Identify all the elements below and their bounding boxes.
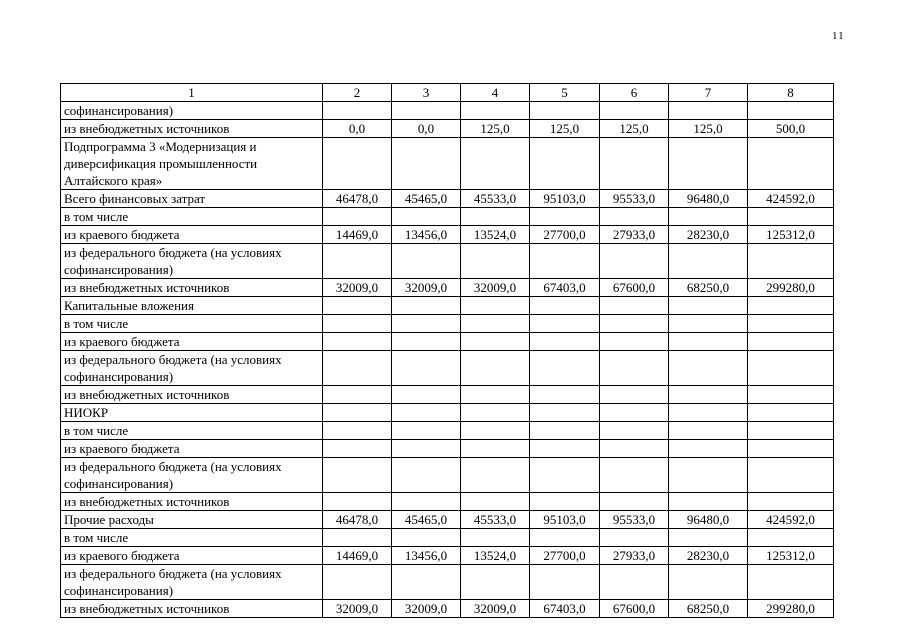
value-cell: 32009,0 <box>392 279 461 297</box>
value-cell <box>669 565 748 600</box>
value-cell <box>600 297 669 315</box>
value-cell: 45465,0 <box>392 190 461 208</box>
value-cell <box>461 102 530 120</box>
value-cell <box>461 440 530 458</box>
value-cell <box>461 493 530 511</box>
table-row <box>61 279 834 297</box>
value-cell <box>600 333 669 351</box>
value-cell: 299280,0 <box>748 279 834 297</box>
value-cell <box>530 422 600 440</box>
value-cell <box>669 138 748 190</box>
value-cell <box>748 422 834 440</box>
value-cell: 125312,0 <box>748 226 834 244</box>
value-cell <box>748 493 834 511</box>
value-cell <box>600 458 669 493</box>
value-cell: 14469,0 <box>323 226 392 244</box>
value-cell <box>669 529 748 547</box>
table-row <box>61 333 834 351</box>
value-cell: 13456,0 <box>392 226 461 244</box>
table-row <box>61 440 834 458</box>
value-cell <box>748 208 834 226</box>
value-cell: 46478,0 <box>323 511 392 529</box>
value-cell <box>461 529 530 547</box>
row-label-cell: из краевого бюджета <box>61 226 323 244</box>
value-cell <box>669 297 748 315</box>
value-cell: 32009,0 <box>392 600 461 618</box>
value-cell <box>600 244 669 279</box>
table-row <box>61 386 834 404</box>
value-cell <box>323 440 392 458</box>
value-cell <box>600 529 669 547</box>
row-label-cell: Капитальные вложения <box>61 297 323 315</box>
value-cell <box>323 565 392 600</box>
value-cell: 32009,0 <box>461 279 530 297</box>
table-row <box>61 244 834 279</box>
value-cell <box>392 297 461 315</box>
value-cell: 13524,0 <box>461 226 530 244</box>
value-cell <box>530 565 600 600</box>
value-cell <box>461 297 530 315</box>
header-cell: 3 <box>392 84 461 102</box>
row-label-cell: в том числе <box>61 422 323 440</box>
value-cell <box>392 208 461 226</box>
value-cell <box>600 386 669 404</box>
value-cell <box>748 458 834 493</box>
value-cell: 45465,0 <box>392 511 461 529</box>
value-cell <box>530 404 600 422</box>
row-label-cell: из краевого бюджета <box>61 440 323 458</box>
value-cell <box>600 102 669 120</box>
value-cell <box>392 138 461 190</box>
value-cell: 96480,0 <box>669 511 748 529</box>
value-cell: 0,0 <box>323 120 392 138</box>
value-cell <box>600 565 669 600</box>
value-cell <box>323 458 392 493</box>
value-cell <box>323 244 392 279</box>
table-row <box>61 138 834 190</box>
row-label-cell: в том числе <box>61 208 323 226</box>
value-cell <box>530 333 600 351</box>
value-cell: 424592,0 <box>748 511 834 529</box>
row-label-cell: из федерального бюджета (на условиях софинансирования) <box>61 458 323 493</box>
header-cell: 5 <box>530 84 600 102</box>
table-row <box>61 600 834 618</box>
value-cell <box>392 315 461 333</box>
row-label-cell: Подпрограмма 3 «Модернизация и диверсификация промышленности Алтайского края» <box>61 138 323 190</box>
value-cell: 28230,0 <box>669 547 748 565</box>
value-cell <box>461 565 530 600</box>
value-cell <box>748 102 834 120</box>
value-cell: 13524,0 <box>461 547 530 565</box>
value-cell <box>748 386 834 404</box>
value-cell <box>323 333 392 351</box>
value-cell <box>392 244 461 279</box>
value-cell <box>530 138 600 190</box>
value-cell <box>748 244 834 279</box>
value-cell: 125,0 <box>600 120 669 138</box>
value-cell: 32009,0 <box>461 600 530 618</box>
value-cell: 0,0 <box>392 120 461 138</box>
value-cell <box>530 102 600 120</box>
value-cell: 68250,0 <box>669 600 748 618</box>
value-cell: 125,0 <box>530 120 600 138</box>
value-cell <box>530 297 600 315</box>
value-cell <box>392 386 461 404</box>
value-cell <box>461 351 530 386</box>
value-cell <box>669 244 748 279</box>
value-cell <box>748 440 834 458</box>
value-cell <box>392 529 461 547</box>
value-cell <box>748 565 834 600</box>
value-cell <box>530 493 600 511</box>
value-cell: 13456,0 <box>392 547 461 565</box>
value-cell <box>323 138 392 190</box>
value-cell: 32009,0 <box>323 600 392 618</box>
value-cell: 27933,0 <box>600 226 669 244</box>
table-row <box>61 120 834 138</box>
value-cell <box>392 351 461 386</box>
value-cell: 125,0 <box>461 120 530 138</box>
value-cell: 45533,0 <box>461 511 530 529</box>
value-cell <box>323 208 392 226</box>
value-cell <box>669 458 748 493</box>
table-row <box>61 529 834 547</box>
table-row <box>61 422 834 440</box>
value-cell <box>530 458 600 493</box>
value-cell <box>461 404 530 422</box>
value-cell <box>530 386 600 404</box>
value-cell <box>323 297 392 315</box>
table-row <box>61 208 834 226</box>
table-row <box>61 458 834 493</box>
value-cell <box>600 138 669 190</box>
value-cell <box>600 422 669 440</box>
value-cell: 32009,0 <box>323 279 392 297</box>
value-cell <box>461 422 530 440</box>
header-cell: 4 <box>461 84 530 102</box>
value-cell <box>530 351 600 386</box>
value-cell <box>669 404 748 422</box>
value-cell <box>323 422 392 440</box>
value-cell <box>600 315 669 333</box>
value-cell: 27700,0 <box>530 547 600 565</box>
value-cell: 67403,0 <box>530 279 600 297</box>
value-cell <box>530 244 600 279</box>
row-label-cell: из федерального бюджета (на условиях софинансирования) <box>61 565 323 600</box>
table-header-row <box>61 84 834 102</box>
value-cell: 424592,0 <box>748 190 834 208</box>
value-cell <box>323 351 392 386</box>
table-row <box>61 547 834 565</box>
value-cell: 45533,0 <box>461 190 530 208</box>
row-label-cell: из внебюджетных источников <box>61 600 323 618</box>
value-cell <box>461 386 530 404</box>
value-cell <box>669 208 748 226</box>
value-cell <box>600 351 669 386</box>
value-cell <box>461 208 530 226</box>
value-cell <box>748 404 834 422</box>
value-cell <box>392 565 461 600</box>
value-cell <box>669 440 748 458</box>
value-cell: 95103,0 <box>530 190 600 208</box>
header-cell: 1 <box>61 84 323 102</box>
value-cell <box>323 493 392 511</box>
value-cell <box>600 208 669 226</box>
value-cell <box>669 386 748 404</box>
table-row <box>61 351 834 386</box>
value-cell <box>461 244 530 279</box>
value-cell: 27933,0 <box>600 547 669 565</box>
header-cell: 7 <box>669 84 748 102</box>
row-label-cell: из краевого бюджета <box>61 333 323 351</box>
value-cell <box>748 315 834 333</box>
row-label-cell: НИОКР <box>61 404 323 422</box>
row-label-cell: из краевого бюджета <box>61 547 323 565</box>
value-cell <box>461 315 530 333</box>
value-cell <box>461 138 530 190</box>
value-cell <box>669 333 748 351</box>
value-cell: 95533,0 <box>600 511 669 529</box>
value-cell <box>669 493 748 511</box>
row-label-cell: из федерального бюджета (на условиях софинансирования) <box>61 351 323 386</box>
value-cell: 299280,0 <box>748 600 834 618</box>
table-row <box>61 565 834 600</box>
value-cell <box>392 440 461 458</box>
value-cell <box>748 297 834 315</box>
value-cell: 67600,0 <box>600 279 669 297</box>
value-cell <box>461 458 530 493</box>
value-cell <box>323 102 392 120</box>
value-cell: 96480,0 <box>669 190 748 208</box>
row-label-cell: из внебюджетных источников <box>61 120 323 138</box>
value-cell <box>600 493 669 511</box>
table-row <box>61 226 834 244</box>
row-label-cell: из федерального бюджета (на условиях софинансирования) <box>61 244 323 279</box>
value-cell: 95103,0 <box>530 511 600 529</box>
table-row <box>61 190 834 208</box>
value-cell <box>530 529 600 547</box>
value-cell <box>392 493 461 511</box>
value-cell <box>669 315 748 333</box>
value-cell <box>392 102 461 120</box>
value-cell <box>600 404 669 422</box>
header-cell: 6 <box>600 84 669 102</box>
table-row <box>61 297 834 315</box>
value-cell <box>748 351 834 386</box>
table-row <box>61 511 834 529</box>
value-cell <box>530 315 600 333</box>
value-cell <box>323 386 392 404</box>
value-cell <box>600 440 669 458</box>
value-cell <box>323 315 392 333</box>
header-cell: 8 <box>748 84 834 102</box>
value-cell <box>392 422 461 440</box>
row-label-cell: Всего финансовых затрат <box>61 190 323 208</box>
value-cell <box>392 333 461 351</box>
row-label-cell: в том числе <box>61 529 323 547</box>
table-row <box>61 404 834 422</box>
value-cell <box>392 458 461 493</box>
value-cell: 28230,0 <box>669 226 748 244</box>
value-cell: 125,0 <box>669 120 748 138</box>
value-cell: 14469,0 <box>323 547 392 565</box>
table-row <box>61 493 834 511</box>
value-cell <box>669 102 748 120</box>
value-cell: 125312,0 <box>748 547 834 565</box>
row-label-cell: из внебюджетных источников <box>61 386 323 404</box>
value-cell <box>323 404 392 422</box>
value-cell: 67403,0 <box>530 600 600 618</box>
value-cell: 27700,0 <box>530 226 600 244</box>
value-cell: 500,0 <box>748 120 834 138</box>
value-cell: 46478,0 <box>323 190 392 208</box>
header-cell: 2 <box>323 84 392 102</box>
row-label-cell: из внебюджетных источников <box>61 279 323 297</box>
value-cell: 68250,0 <box>669 279 748 297</box>
row-label-cell: Прочие расходы <box>61 511 323 529</box>
value-cell <box>669 351 748 386</box>
financing-table <box>60 83 834 618</box>
value-cell <box>530 440 600 458</box>
table-row <box>61 102 834 120</box>
table-row <box>61 315 834 333</box>
row-label-cell: из внебюджетных источников <box>61 493 323 511</box>
value-cell: 67600,0 <box>600 600 669 618</box>
value-cell <box>530 208 600 226</box>
value-cell <box>461 333 530 351</box>
value-cell <box>748 529 834 547</box>
value-cell <box>748 333 834 351</box>
row-label-cell: в том числе <box>61 315 323 333</box>
page-number: 11 <box>832 30 845 42</box>
value-cell: 95533,0 <box>600 190 669 208</box>
value-cell <box>392 404 461 422</box>
value-cell <box>323 529 392 547</box>
value-cell <box>748 138 834 190</box>
row-label-cell: софинансирования) <box>61 102 323 120</box>
value-cell <box>669 422 748 440</box>
